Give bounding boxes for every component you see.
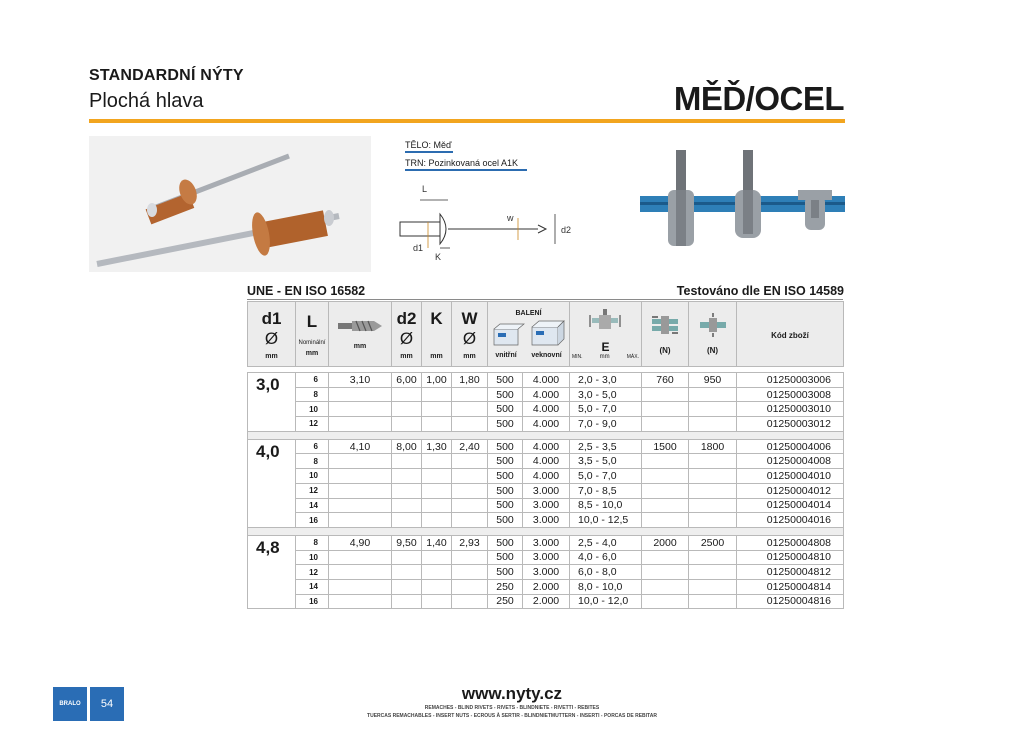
grip-range-cell: 3,5 - 5,0 [570, 454, 642, 469]
L-cell: 10 [296, 550, 329, 565]
grip-min: 2,0 [578, 373, 593, 386]
grip-min: 5,0 [578, 403, 593, 416]
bralo-logo: BRALO [53, 687, 87, 721]
drill-cell [329, 565, 392, 580]
grip-range-cell: 5,0 - 7,0 [570, 469, 642, 484]
inner-cell: 500 [488, 373, 523, 388]
K-cell [422, 417, 452, 432]
outer-cell: 3.000 [523, 535, 570, 550]
grip-max: 4,0 [601, 536, 617, 549]
tensile-cell [689, 469, 737, 484]
tensile-cell [689, 454, 737, 469]
grip-max: 5,0 [601, 388, 617, 401]
dimension-diagram [390, 178, 590, 268]
grip-range-cell: 7,0 - 8,5 [570, 483, 642, 498]
tensile-cell: 1800 [689, 439, 737, 454]
product-code-cell: 01250004016 [737, 513, 844, 528]
tensile-cell [689, 483, 737, 498]
K-cell: 1,40 [422, 535, 452, 550]
outer-cell: 3.000 [523, 513, 570, 528]
d2-cell [392, 594, 422, 609]
drill-icon [338, 318, 382, 334]
d2-cell [392, 402, 422, 417]
L-cell: 16 [296, 513, 329, 528]
inner-cell: 500 [488, 402, 523, 417]
grip-max: 5,0 [601, 455, 617, 468]
tensile-cell [689, 550, 737, 565]
d2-cell [392, 579, 422, 594]
table-row [248, 387, 844, 402]
grip-range-cell: 6,0 - 8,0 [570, 565, 642, 580]
L-cell: 8 [296, 454, 329, 469]
L-cell: 8 [296, 387, 329, 402]
product-code-cell: 01250003010 [737, 402, 844, 417]
header-drill: mm [329, 302, 392, 367]
grip-max: 12,0 [607, 595, 629, 608]
grip-range-cell: 2,5 - 3,5 [570, 439, 642, 454]
grip-range-cell: 8,0 - 10,0 [570, 579, 642, 594]
shear-cell [642, 594, 689, 609]
outer-cell: 4.000 [523, 417, 570, 432]
drill-cell [329, 417, 392, 432]
diameter-cell: 4,0 [248, 439, 296, 527]
grip-max: 12,5 [607, 514, 629, 527]
grip-min: 3,5 [578, 455, 593, 468]
diagram-label-L: L [422, 184, 428, 194]
diameter-cell: 3,0 [248, 373, 296, 432]
product-code-cell: 01250003006 [737, 373, 844, 388]
inner-cell: 250 [488, 594, 523, 609]
inner-cell: 500 [488, 439, 523, 454]
grip-range-cell: 2,0 - 3,0 [570, 373, 642, 388]
diagram-label-d1: d1 [413, 243, 424, 253]
d2-cell [392, 387, 422, 402]
K-cell [422, 579, 452, 594]
tensile-cell: 2500 [689, 535, 737, 550]
group-separator [248, 431, 844, 439]
drill-cell [329, 513, 392, 528]
header-code: Kód zboží [737, 302, 844, 367]
shear-strength-icon [650, 313, 680, 337]
grip-range-cell: 5,0 - 7,0 [570, 402, 642, 417]
table-row [248, 550, 844, 565]
W-cell: 2,40 [452, 439, 488, 454]
header-max: MÁX. [626, 353, 639, 360]
W-cell [452, 469, 488, 484]
diagram-label-K: K [435, 252, 442, 262]
header-packing: BALENÍ vnitřní veknovní [488, 302, 570, 367]
d2-cell [392, 513, 422, 528]
grip-max: 3,0 [601, 373, 617, 386]
L-cell: 14 [296, 498, 329, 513]
K-cell [422, 402, 452, 417]
grip-max: 8,5 [601, 484, 617, 497]
grip-range-cell: 3,0 - 5,0 [570, 387, 642, 402]
drill-cell [329, 594, 392, 609]
table-row [248, 483, 844, 498]
header-outer-pack: veknovní [531, 351, 562, 359]
website-url[interactable]: www.nyty.cz [461, 684, 563, 703]
grip-min: 10,0 [578, 595, 599, 608]
mandrel-material: TRN: Pozinkovaná ocel A1K [405, 158, 519, 168]
grip-min: 7,0 [578, 417, 593, 430]
table-row [248, 454, 844, 469]
W-cell: 1,80 [452, 373, 488, 388]
L-cell: 6 [296, 373, 329, 388]
table-row [248, 439, 844, 454]
L-cell: 14 [296, 579, 329, 594]
product-code-cell: 01250004816 [737, 594, 844, 609]
shear-cell [642, 402, 689, 417]
header-rule [89, 119, 845, 123]
cross-section-illustration [640, 150, 845, 260]
d2-cell [392, 498, 422, 513]
table-row [248, 565, 844, 580]
diagram-label-w: w [507, 213, 514, 223]
product-code-cell: 01250004010 [737, 469, 844, 484]
header-d2: d2 Ø mm [392, 302, 422, 367]
header-k: K mm [422, 302, 452, 367]
product-code-cell: 01250004006 [737, 439, 844, 454]
outer-cell: 3.000 [523, 550, 570, 565]
W-cell [452, 579, 488, 594]
L-cell: 12 [296, 483, 329, 498]
grip-max: 8,0 [601, 566, 617, 579]
drill-cell: 4,90 [329, 535, 392, 550]
d2-cell: 9,50 [392, 535, 422, 550]
grip-min: 2,5 [578, 440, 593, 453]
drill-cell [329, 387, 392, 402]
L-cell: 6 [296, 439, 329, 454]
product-photo [89, 136, 371, 272]
shear-cell: 1500 [642, 439, 689, 454]
body-material: TĚLO: Měď [405, 140, 452, 150]
K-cell [422, 550, 452, 565]
K-cell [422, 594, 452, 609]
product-code-cell: 01250004814 [737, 579, 844, 594]
L-cell: 10 [296, 402, 329, 417]
drill-cell [329, 579, 392, 594]
header-min: MIN. [572, 353, 583, 360]
inner-cell: 500 [488, 513, 523, 528]
inner-cell: 500 [488, 535, 523, 550]
tensile-cell [689, 579, 737, 594]
diagram-label-d2: d2 [561, 225, 572, 235]
grip-range-cell: 10,0 - 12,0 [570, 594, 642, 609]
tensile-cell [689, 387, 737, 402]
product-table [247, 301, 844, 609]
tensile-strength-icon [698, 313, 728, 337]
W-cell [452, 417, 488, 432]
grip-max: 6,0 [601, 551, 617, 564]
drill-cell [329, 402, 392, 417]
outer-cell: 4.000 [523, 373, 570, 388]
drill-cell [329, 550, 392, 565]
drill-cell [329, 469, 392, 484]
grip-min: 5,0 [578, 469, 593, 482]
inner-cell: 500 [488, 417, 523, 432]
table-header-row [248, 302, 844, 367]
shear-cell [642, 579, 689, 594]
W-cell [452, 594, 488, 609]
tensile-cell [689, 513, 737, 528]
W-cell: 2,93 [452, 535, 488, 550]
K-cell [422, 565, 452, 580]
tensile-cell [689, 498, 737, 513]
d2-cell [392, 483, 422, 498]
product-code-cell: 01250003008 [737, 387, 844, 402]
L-cell: 12 [296, 417, 329, 432]
material-title: MĚĎ/OCEL [673, 80, 844, 117]
inner-cell: 500 [488, 469, 523, 484]
group-separator [248, 527, 844, 535]
shear-cell: 2000 [642, 535, 689, 550]
K-cell [422, 454, 452, 469]
L-cell: 8 [296, 535, 329, 550]
grip-min: 6,0 [578, 566, 593, 579]
shear-cell [642, 550, 689, 565]
K-cell [422, 498, 452, 513]
header-grip-range: E MIN. mm MÁX. [570, 302, 642, 367]
outer-cell: 4.000 [523, 439, 570, 454]
W-cell [452, 402, 488, 417]
product-code-cell: 01250003012 [737, 417, 844, 432]
drill-cell [329, 498, 392, 513]
L-cell: 12 [296, 565, 329, 580]
outer-cell: 2.000 [523, 579, 570, 594]
tensile-cell [689, 565, 737, 580]
K-cell: 1,30 [422, 439, 452, 454]
tensile-cell [689, 417, 737, 432]
grip-min: 8,5 [578, 499, 593, 512]
drill-cell: 4,10 [329, 439, 392, 454]
product-code-cell: 01250004808 [737, 535, 844, 550]
table-row [248, 417, 844, 432]
diameter-cell: 4,8 [248, 535, 296, 608]
inner-cell: 500 [488, 387, 523, 402]
K-cell [422, 387, 452, 402]
d2-cell [392, 454, 422, 469]
W-cell [452, 387, 488, 402]
grip-min: 8,0 [578, 580, 593, 593]
drill-cell [329, 454, 392, 469]
grip-min: 7,0 [578, 484, 593, 497]
page-number: 54 [90, 687, 124, 721]
outer-cell: 4.000 [523, 387, 570, 402]
table-row [248, 498, 844, 513]
outer-cell: 4.000 [523, 454, 570, 469]
product-code-cell: 01250004014 [737, 498, 844, 513]
K-cell [422, 469, 452, 484]
grip-max: 10,0 [601, 580, 623, 593]
shear-cell [642, 498, 689, 513]
outer-cell: 3.000 [523, 565, 570, 580]
shear-cell [642, 417, 689, 432]
product-code-cell: 01250004810 [737, 550, 844, 565]
table-row [248, 373, 844, 388]
grip-max: 3,5 [601, 440, 617, 453]
table-row [248, 594, 844, 609]
inner-cell: 500 [488, 565, 523, 580]
table-row [248, 513, 844, 528]
shear-cell [642, 387, 689, 402]
table-row [248, 535, 844, 550]
d2-cell [392, 469, 422, 484]
shear-cell [642, 513, 689, 528]
tested-standard-label: Testováno dle EN ISO 14589 [676, 284, 844, 298]
outer-cell: 2.000 [523, 594, 570, 609]
grip-min: 4,0 [578, 551, 593, 564]
drill-cell [329, 483, 392, 498]
K-cell [422, 483, 452, 498]
grip-max: 9,0 [601, 417, 617, 430]
outer-cell: 3.000 [523, 498, 570, 513]
L-cell: 16 [296, 594, 329, 609]
W-cell [452, 565, 488, 580]
table-row [248, 402, 844, 417]
tensile-cell: 950 [689, 373, 737, 388]
outer-cell: 4.000 [523, 402, 570, 417]
grip-range-cell: 8,5 - 10,0 [570, 498, 642, 513]
tensile-cell [689, 594, 737, 609]
K-cell [422, 513, 452, 528]
outer-cell: 4.000 [523, 469, 570, 484]
grip-min: 10,0 [578, 514, 599, 527]
tensile-cell [689, 402, 737, 417]
d2-cell [392, 565, 422, 580]
W-cell [452, 454, 488, 469]
grip-min: 3,0 [578, 388, 593, 401]
header-shear: (N) [642, 302, 689, 367]
table-top-rule [247, 299, 843, 300]
shear-cell [642, 454, 689, 469]
header-tensile: (N) [689, 302, 737, 367]
K-cell: 1,00 [422, 373, 452, 388]
grip-range-cell: 4,0 - 6,0 [570, 550, 642, 565]
inner-cell: 250 [488, 579, 523, 594]
outer-cell: 3.000 [523, 483, 570, 498]
W-cell [452, 498, 488, 513]
footer-tagline-1: REMACHES - BLIND RIVETS - RIVETS - BLINDNIETE - RIVETTI - REBITES [424, 705, 600, 711]
L-cell: 10 [296, 469, 329, 484]
standard-label: UNE - EN ISO 16582 [247, 284, 366, 298]
inner-cell: 500 [488, 483, 523, 498]
grip-range-cell: 2,5 - 4,0 [570, 535, 642, 550]
shear-cell [642, 565, 689, 580]
table-row [248, 469, 844, 484]
table-row [248, 579, 844, 594]
d2-cell [392, 417, 422, 432]
header-inner-pack: vnitřní [495, 351, 517, 359]
header-length: L Nominální mm [296, 302, 329, 367]
header-w: W Ø mm [452, 302, 488, 367]
product-code-cell: 01250004012 [737, 483, 844, 498]
spec-underline [405, 169, 527, 171]
inner-cell: 500 [488, 498, 523, 513]
inner-cell: 500 [488, 550, 523, 565]
grip-min: 2,5 [578, 536, 593, 549]
grip-range-icon [586, 309, 626, 335]
grip-range-cell: 10,0 - 12,5 [570, 513, 642, 528]
W-cell [452, 513, 488, 528]
drill-cell: 3,10 [329, 373, 392, 388]
grip-range-cell: 7,0 - 9,0 [570, 417, 642, 432]
d2-cell [392, 550, 422, 565]
inner-cell: 500 [488, 454, 523, 469]
footer-tagline-2: TUERCAS REMACHABLES - INSERT NUTS - ECROUS À SERTIR - BLINDNIETMUTTERN - INSERTI - PORCAS DE REBITAR [367, 713, 657, 719]
product-code-cell: 01250004812 [737, 565, 844, 580]
product-code-cell: 01250004008 [737, 454, 844, 469]
category-subtitle: Plochá hlava [89, 90, 204, 112]
W-cell [452, 483, 488, 498]
W-cell [452, 550, 488, 565]
category-title: STANDARDNÍ NÝTY [89, 67, 244, 84]
header-d1: d1 Ø mm [248, 302, 296, 367]
spec-underline [405, 151, 453, 153]
shear-cell [642, 483, 689, 498]
d2-cell: 8,00 [392, 439, 422, 454]
shear-cell: 760 [642, 373, 689, 388]
shear-cell [642, 469, 689, 484]
grip-max: 7,0 [601, 403, 617, 416]
grip-max: 10,0 [601, 499, 623, 512]
box-icon [492, 319, 566, 347]
d2-cell: 6,00 [392, 373, 422, 388]
grip-max: 7,0 [601, 469, 617, 482]
